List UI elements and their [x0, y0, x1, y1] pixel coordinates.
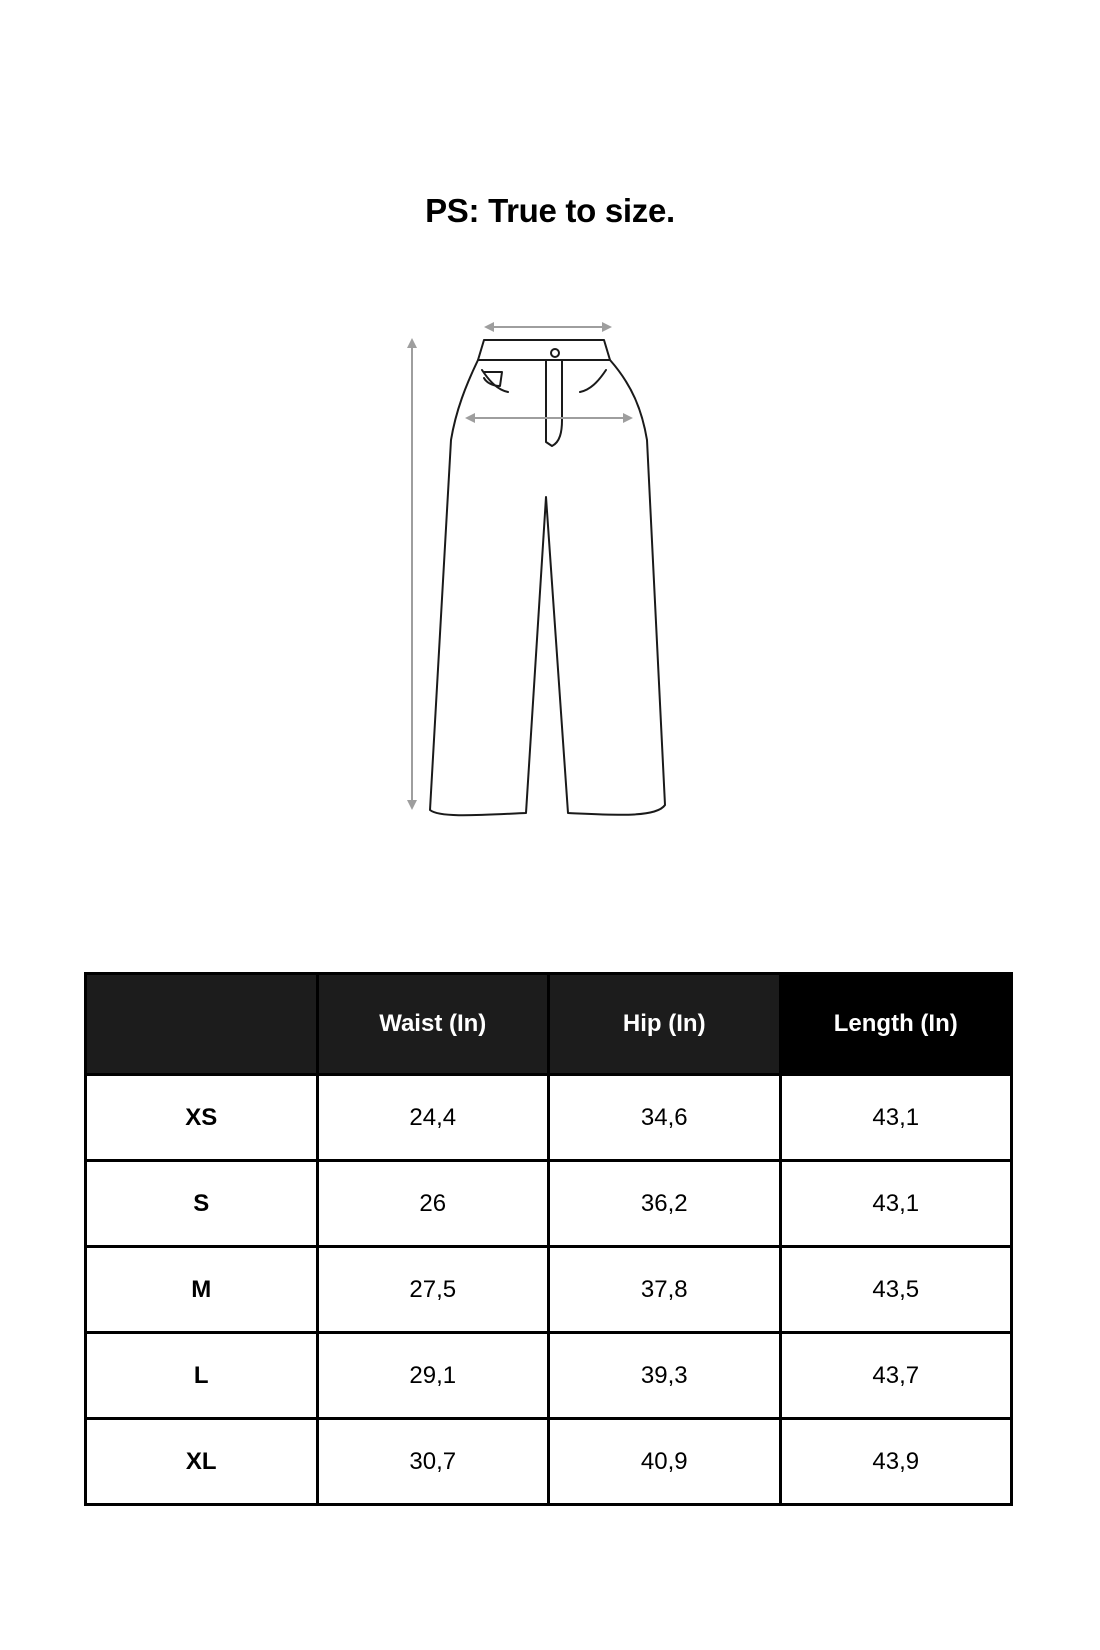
size-cell: XS — [86, 1075, 318, 1161]
header-waist: Waist (In) — [317, 974, 549, 1075]
size-cell: L — [86, 1333, 318, 1419]
header-hip: Hip (In) — [549, 974, 781, 1075]
hip-cell: 40,9 — [549, 1419, 781, 1505]
waist-cell: 29,1 — [317, 1333, 549, 1419]
hip-cell: 34,6 — [549, 1075, 781, 1161]
hip-cell: 39,3 — [549, 1333, 781, 1419]
length-cell: 43,1 — [780, 1161, 1012, 1247]
table-header-row — [86, 974, 1012, 1075]
wide-leg-pants-icon — [430, 340, 665, 815]
size-chart-table — [84, 972, 1013, 1506]
length-cell: 43,5 — [780, 1247, 1012, 1333]
length-cell: 43,1 — [780, 1075, 1012, 1161]
measurement-lines — [412, 327, 631, 808]
length-cell: 43,7 — [780, 1333, 1012, 1419]
header-length: Length (In) — [780, 974, 1012, 1075]
waist-cell: 27,5 — [317, 1247, 549, 1333]
table-row — [86, 1075, 1012, 1161]
length-cell: 43,9 — [780, 1419, 1012, 1505]
header-size — [86, 974, 318, 1075]
hip-cell: 36,2 — [549, 1161, 781, 1247]
table-row — [86, 1247, 1012, 1333]
page-title: PS: True to size. — [425, 192, 675, 229]
table-row — [86, 1419, 1012, 1505]
waist-cell: 26 — [317, 1161, 549, 1247]
size-cell: S — [86, 1161, 318, 1247]
hip-cell: 37,8 — [549, 1247, 781, 1333]
waist-cell: 24,4 — [317, 1075, 549, 1161]
size-cell: XL — [86, 1419, 318, 1505]
size-cell: M — [86, 1247, 318, 1333]
waist-cell: 30,7 — [317, 1419, 549, 1505]
table-row — [86, 1333, 1012, 1419]
table-row — [86, 1161, 1012, 1247]
